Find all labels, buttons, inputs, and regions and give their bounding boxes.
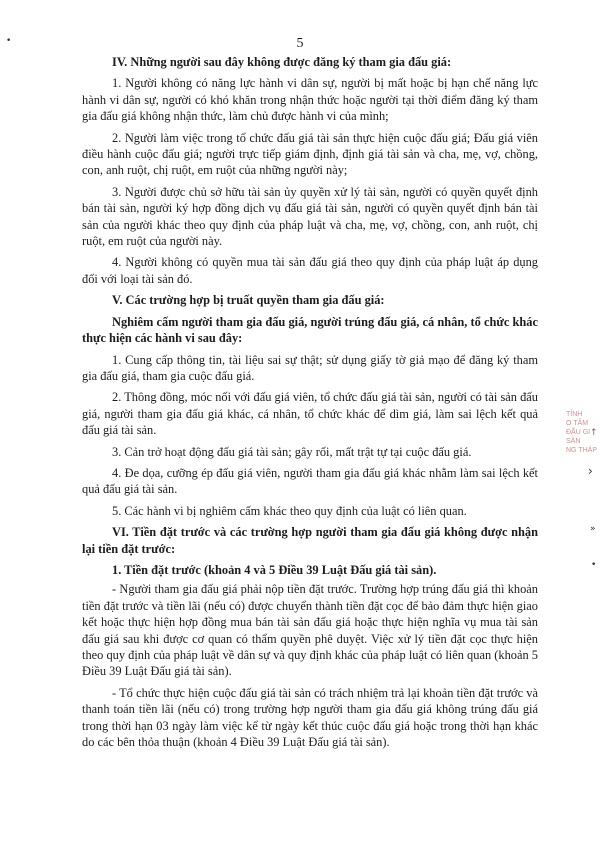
margin-mark: » xyxy=(590,524,596,534)
document-body xyxy=(82,54,538,755)
margin-mark: • xyxy=(6,36,12,46)
paragraph: 5. Các hành vi bị nghiêm cấm khác theo quy định của luật có liên quan. xyxy=(112,503,467,518)
paragraph: 2. Thông đồng, móc nối với đấu giá viên, tổ chức đấu giá tài sản, người có tài sản đấu giá, người tham gia đấu giá khác, cá nhân, tổ chức khác để dìm giá, làm sai lệch kết quả đấu giá tài sản. xyxy=(82,390,538,438)
section-heading-v: V. Các trường hợp bị truất quyền tham gia đấu giá: xyxy=(112,293,385,308)
margin-mark: ↑ xyxy=(590,428,598,438)
paragraph: 3. Cản trở hoạt động đấu giá tài sản; gây rối, mất trật tự tại cuộc đấu giá. xyxy=(112,444,472,459)
paragraph: - Tổ chức thực hiện cuộc đấu giá tài sản có trách nhiệm trả lại khoản tiền đặt trước và thanh toán tiền lãi (nếu có) trong trường hợp người tham gia đấu giá không trúng đấu giá trong thời hạn 03 ngày làm việc kể từ ngày kết thúc cuộc đấu giá hoặc trong thời hạn khác do các bên thỏa thuận (khoản 4 Điều 39 Luật Đấu giá tài sản). xyxy=(82,685,538,750)
paragraph: 2. Người làm việc trong tổ chức đấu giá tài sản thực hiện cuộc đấu giá; Đấu giá viên điều hành cuộc đấu giá; người trực tiếp giám định, định giá tài sản và cha, mẹ, vợ, chồng, con, anh ruột, chị ruột, em ruột của những người này; xyxy=(82,130,538,178)
margin-mark: › xyxy=(588,464,593,478)
paragraph: - Người tham gia đấu giá phải nộp tiền đặt trước. Trường hợp trúng đấu giá thì khoản tiền đặt trước và tiền lãi (nếu có) được chuyển thành tiền đặt cọc để bảo đảm thực hiện giao kết hoặc thực hiện hợp đồng mua bán tài sản đấu giá hoặc thực hiện nghĩa vụ mua tài sản đấu giá sau khi được cơ quan có thẩm quyền phê duyệt. Việc xử lý tiền đặt cọc thực hiện theo quy định của pháp luật về dân sự và quy định khác của pháp luật có liên quan (khoản 5 Điều 39 Luật Đấu giá tài sản). xyxy=(82,582,538,679)
stamp-fragment xyxy=(566,410,600,500)
paragraph: 4. Người không có quyền mua tài sản đấu giá theo quy định của pháp luật áp dụng đối với loại tài sản đó. xyxy=(82,255,538,286)
stamp-line: O TÂM xyxy=(566,420,589,427)
section-subheading-vi: 1. Tiền đặt trước (khoản 4 và 5 Điều 39 Luật Đấu giá tài sản). xyxy=(112,562,437,577)
section-subheading-v: Nghiêm cấm người tham gia đấu giá, người trúng đấu giá, cá nhân, tổ chức khác thực hiện các hành vi sau đây: xyxy=(82,314,538,346)
paragraph: 1. Người không có năng lực hành vi dân sự, người bị mất hoặc bị hạn chế năng lực hành vi dân sự, người có khó khăn trong nhận thức hoặc người tại thời điểm đăng ký tham gia đấu giá không nhận thức, làm chủ được hành vi của mình; xyxy=(82,76,538,124)
stamp-line: ĐẤU GI xyxy=(566,429,591,436)
section-heading-vi: VI. Tiền đặt trước và các trường hợp người tham gia đấu giá không được nhận lại tiền đặt trước: xyxy=(82,525,538,556)
stamp-line: SẢN xyxy=(566,438,581,445)
stamp-line: TỈNH xyxy=(566,411,583,418)
margin-mark: • xyxy=(591,560,597,570)
stamp-line: NG THÁP xyxy=(566,447,597,454)
page-number: 5 xyxy=(296,36,304,51)
section-heading-iv: IV. Những người sau đây không được đăng ký tham gia đấu giá: xyxy=(112,55,452,69)
paragraph: 1. Cung cấp thông tin, tài liệu sai sự thật; sử dụng giấy tờ giả mạo để đăng ký tham gia đấu giá, tham gia cuộc đấu giá. xyxy=(82,352,538,383)
paragraph: 4. Đe dọa, cưỡng ép đấu giá viên, người tham gia đấu giá khác nhằm làm sai lệch kết quả đấu giá tài sản. xyxy=(82,465,538,497)
paragraph: 3. Người được chủ sở hữu tài sản ủy quyền xử lý tài sản, người có quyền quyết định bán tài sản, người ký hợp đồng dịch vụ đấu giá tài sản, người có quyền quyết định bán tài sản của người khác theo quy định của pháp luật và cha, mẹ, vợ, chồng, con, anh ruột, chị ruột, em ruột của người này. xyxy=(82,184,538,249)
